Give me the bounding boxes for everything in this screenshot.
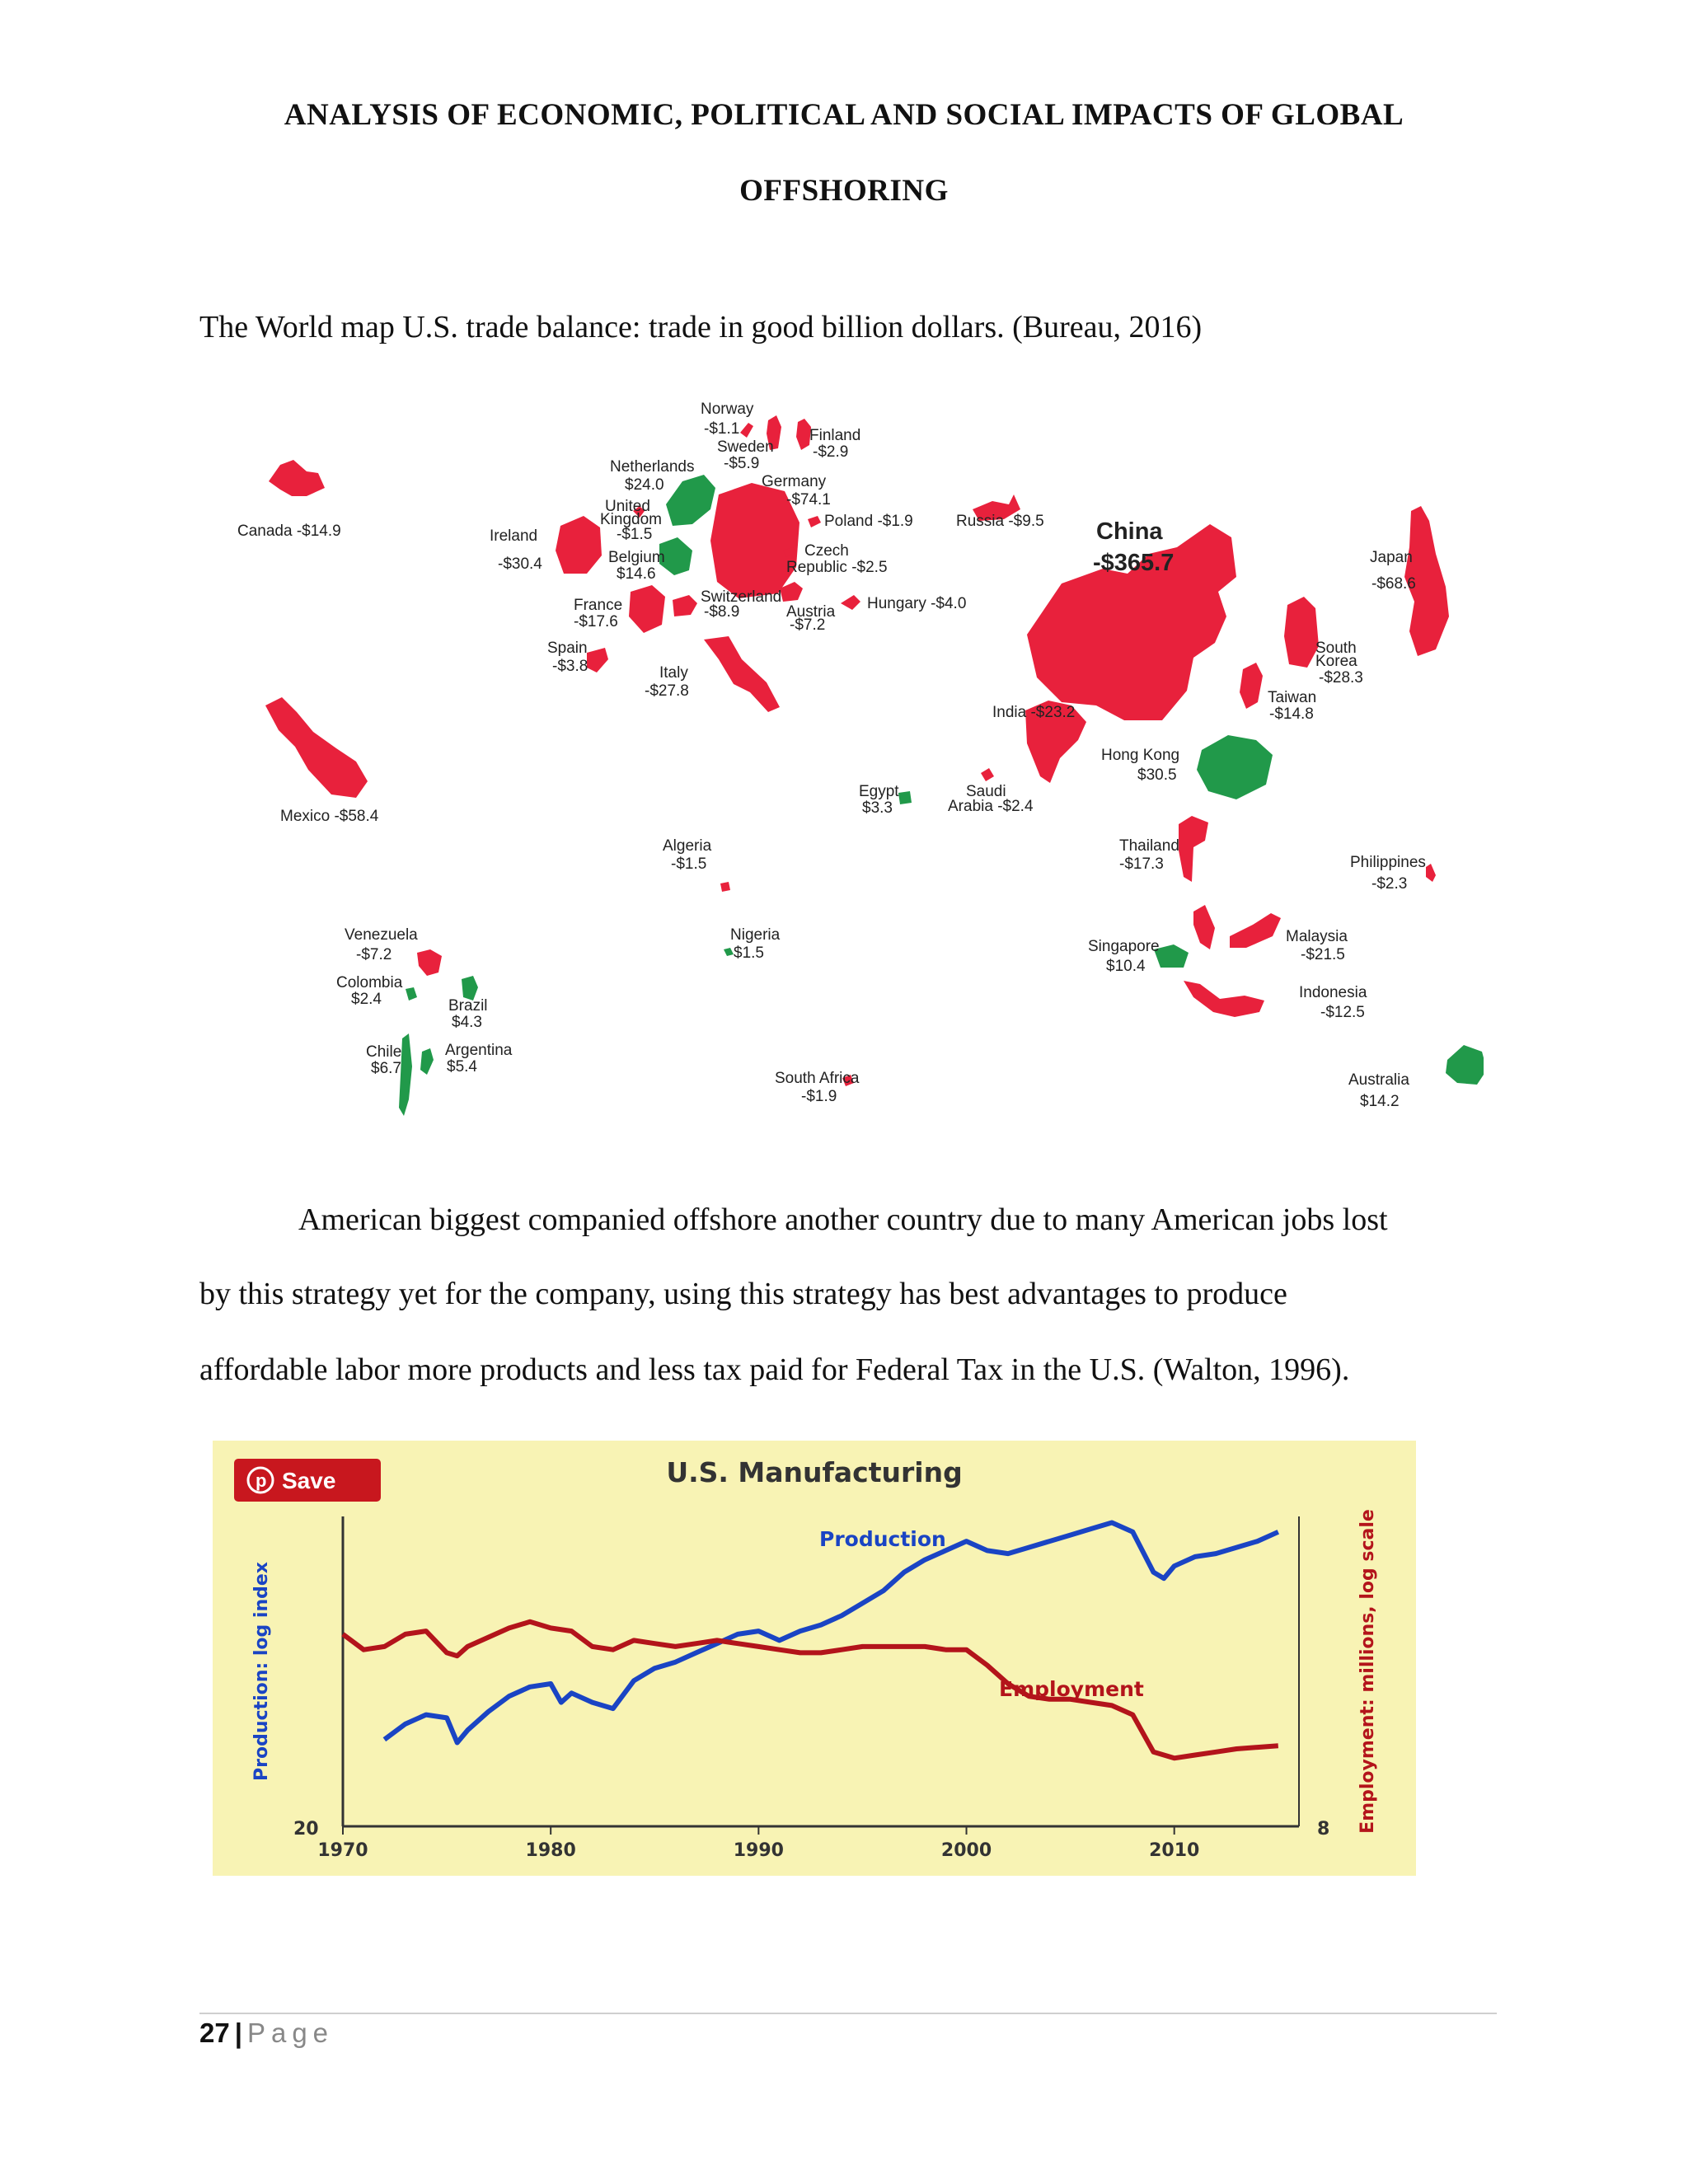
label-hongkong: Hong Kong (1101, 747, 1180, 764)
label-algeria: Algeria (663, 837, 712, 855)
label-switzerland-value: -$8.9 (704, 603, 740, 621)
label-france-value: -$17.6 (574, 613, 618, 630)
y-right-min-label: 8 (1317, 1819, 1330, 1840)
shape-venezuela (417, 949, 442, 976)
label-sweden-value: -$5.9 (724, 455, 760, 472)
shape-indonesia (1184, 981, 1264, 1017)
label-norway: Norway (701, 401, 754, 418)
label-france: France (574, 597, 623, 614)
label-czech-2: Republic -$2.5 (786, 559, 888, 576)
label-norway-value: -$1.1 (704, 420, 740, 438)
label-thailand: Thailand (1119, 837, 1179, 855)
label-poland: Poland -$1.9 (824, 513, 913, 530)
label-brazil: Brazil (448, 997, 488, 1015)
shape-nigeria (724, 948, 734, 956)
shape-hungary (841, 595, 860, 610)
series-employment-label: Employment (999, 1677, 1144, 1701)
shape-philippines (1426, 864, 1436, 882)
label-philippines-value: -$2.3 (1372, 875, 1408, 893)
shape-italy (704, 636, 780, 712)
shape-malaysia (1193, 905, 1281, 949)
footer-separator: | (234, 2018, 242, 2048)
label-canada: Canada -$14.9 (237, 523, 341, 540)
label-singapore: Singapore (1088, 938, 1160, 955)
label-saudi-1: Saudi (966, 783, 1006, 800)
shape-poland (808, 516, 821, 527)
label-czech-1: Czech (804, 542, 849, 560)
label-egypt-value: $3.3 (862, 799, 893, 817)
page-number: 27 (199, 2018, 230, 2048)
y-left-min-label: 20 (293, 1819, 319, 1840)
label-malaysia-value: -$21.5 (1301, 946, 1345, 963)
label-uk-value: -$1.5 (617, 526, 653, 543)
shape-netherlands (666, 475, 715, 526)
label-chile: Chile (366, 1043, 402, 1061)
shape-skorea (1284, 597, 1319, 668)
y-left-label: Production: log index (251, 1562, 272, 1781)
label-germany: Germany (762, 473, 827, 490)
label-japan: Japan (1370, 549, 1413, 566)
label-china: China (1096, 518, 1163, 545)
label-australia-value: $14.2 (1360, 1093, 1400, 1110)
y-right-label: Employment: millions, log scale (1357, 1509, 1378, 1834)
label-mexico: Mexico -$58.4 (280, 808, 379, 825)
label-spain: Spain (547, 640, 588, 657)
label-belgium-value: $14.6 (617, 565, 656, 583)
shape-switzerland (673, 595, 697, 616)
x-tick-label-2000: 2000 (940, 1840, 992, 1861)
label-indonesia-value: -$12.5 (1320, 1004, 1365, 1021)
save-button[interactable] (234, 1459, 381, 1502)
label-skorea-2: Korea (1315, 653, 1357, 670)
series-production-label: Production (819, 1527, 946, 1551)
shape-colombia (406, 987, 417, 1001)
label-ireland-value: -$30.4 (498, 555, 542, 573)
x-tick-label-1990: 1990 (733, 1840, 784, 1861)
label-brazil-value: $4.3 (452, 1014, 482, 1031)
shape-canada (269, 460, 325, 496)
shape-norway (740, 423, 753, 438)
trade-balance-map (214, 387, 1484, 1129)
footer-divider (199, 2013, 1497, 2014)
label-taiwan: Taiwan (1268, 689, 1317, 706)
label-egypt: Egypt (859, 783, 899, 800)
label-thailand-value: -$17.3 (1119, 855, 1164, 873)
title-line-2: OFFSHORING (739, 174, 949, 208)
label-finland: Finland (809, 427, 861, 444)
shape-ireland (556, 516, 602, 574)
save-button-label: Save (282, 1468, 336, 1493)
label-skorea-1: South (1315, 640, 1357, 657)
title-line-1: ANALYSIS OF ECONOMIC, POLITICAL AND SOCIAL IMPACTS OF GLOBAL (284, 98, 1404, 132)
label-hungary: Hungary -$4.0 (867, 595, 967, 612)
label-saudi-2: Arabia -$2.4 (948, 798, 1034, 815)
shape-egypt (898, 791, 912, 804)
label-malaysia: Malaysia (1286, 928, 1348, 945)
shape-hongkong (1197, 735, 1273, 799)
label-southafrica: South Africa (775, 1070, 860, 1087)
label-indonesia: Indonesia (1299, 984, 1367, 1001)
label-southafrica-value: -$1.9 (801, 1088, 837, 1105)
label-nigeria: Nigeria (730, 926, 781, 944)
label-venezuela-value: -$7.2 (356, 946, 392, 963)
x-tick-label-1980: 1980 (525, 1840, 576, 1861)
label-argentina-value: $5.4 (447, 1058, 477, 1076)
shape-argentina (420, 1048, 434, 1075)
label-italy-value: -$27.8 (645, 682, 689, 700)
label-argentina: Argentina (445, 1042, 513, 1059)
label-uk-1: United (605, 498, 650, 515)
label-netherlands-value: $24.0 (625, 476, 664, 494)
label-algeria-value: -$1.5 (671, 855, 707, 873)
label-uk-2: Kingdom (600, 511, 662, 528)
label-nigeria-value: $1.5 (734, 944, 764, 962)
shape-taiwan (1240, 663, 1263, 709)
label-switzerland: Switzerland (701, 588, 782, 606)
paragraph-line-3: affordable labor more products and less tax paid for Federal Tax in the U.S. (Walton, 1996). (199, 1352, 1350, 1387)
label-colombia-value: $2.4 (351, 991, 382, 1008)
shape-algeria (720, 882, 730, 892)
label-austria-value: -$7.2 (790, 616, 826, 634)
label-india: India -$23.2 (992, 704, 1076, 721)
label-hongkong-value: $30.5 (1137, 766, 1177, 784)
paragraph-line-2: by this strategy yet for the company, using this strategy has best advantages to produce (199, 1277, 1287, 1311)
shape-spain (587, 648, 608, 673)
page-footer (199, 2018, 334, 2049)
label-chile-value: $6.7 (371, 1060, 401, 1077)
map-caption: The World map U.S. trade balance: trade in good billion dollars. (Bureau, 2016) (199, 310, 1203, 344)
label-colombia: Colombia (336, 974, 403, 991)
label-russia: Russia -$9.5 (956, 513, 1044, 530)
label-finland-value: -$2.9 (813, 443, 849, 461)
label-taiwan-value: -$14.8 (1269, 705, 1314, 723)
label-philippines: Philippines (1350, 854, 1426, 871)
page-word: Page (246, 2018, 335, 2048)
manufacturing-chart (213, 1441, 1416, 1876)
shape-thailand (1179, 816, 1208, 882)
label-sweden: Sweden (717, 438, 774, 456)
label-belgium: Belgium (608, 549, 665, 566)
x-tick-label-1970: 1970 (317, 1840, 368, 1861)
x-tick-label-2010: 2010 (1149, 1840, 1200, 1861)
chart-title: U.S. Manufacturing (666, 1456, 963, 1488)
label-venezuela: Venezuela (345, 926, 418, 944)
label-italy: Italy (659, 664, 688, 682)
label-japan-value: -$68.6 (1372, 575, 1416, 593)
label-netherlands: Netherlands (610, 458, 695, 476)
label-ireland: Ireland (490, 527, 538, 545)
label-austria: Austria (786, 603, 836, 621)
label-australia: Australia (1348, 1071, 1409, 1089)
shape-france (629, 585, 665, 633)
label-spain-value: -$3.8 (552, 658, 588, 675)
shape-saudi (981, 768, 994, 781)
label-germany-value: -$74.1 (786, 491, 831, 509)
paragraph-line-1: American biggest companied offshore another country due to many American jobs lost (298, 1202, 1388, 1237)
label-china-value: -$365.7 (1093, 550, 1175, 576)
pinterest-icon-letter: p (256, 1470, 267, 1491)
label-singapore-value: $10.4 (1106, 958, 1146, 975)
label-skorea-value: -$28.3 (1319, 669, 1363, 687)
chart-background (213, 1441, 1416, 1876)
shape-australia (1446, 1045, 1484, 1085)
shape-mexico (265, 697, 368, 798)
